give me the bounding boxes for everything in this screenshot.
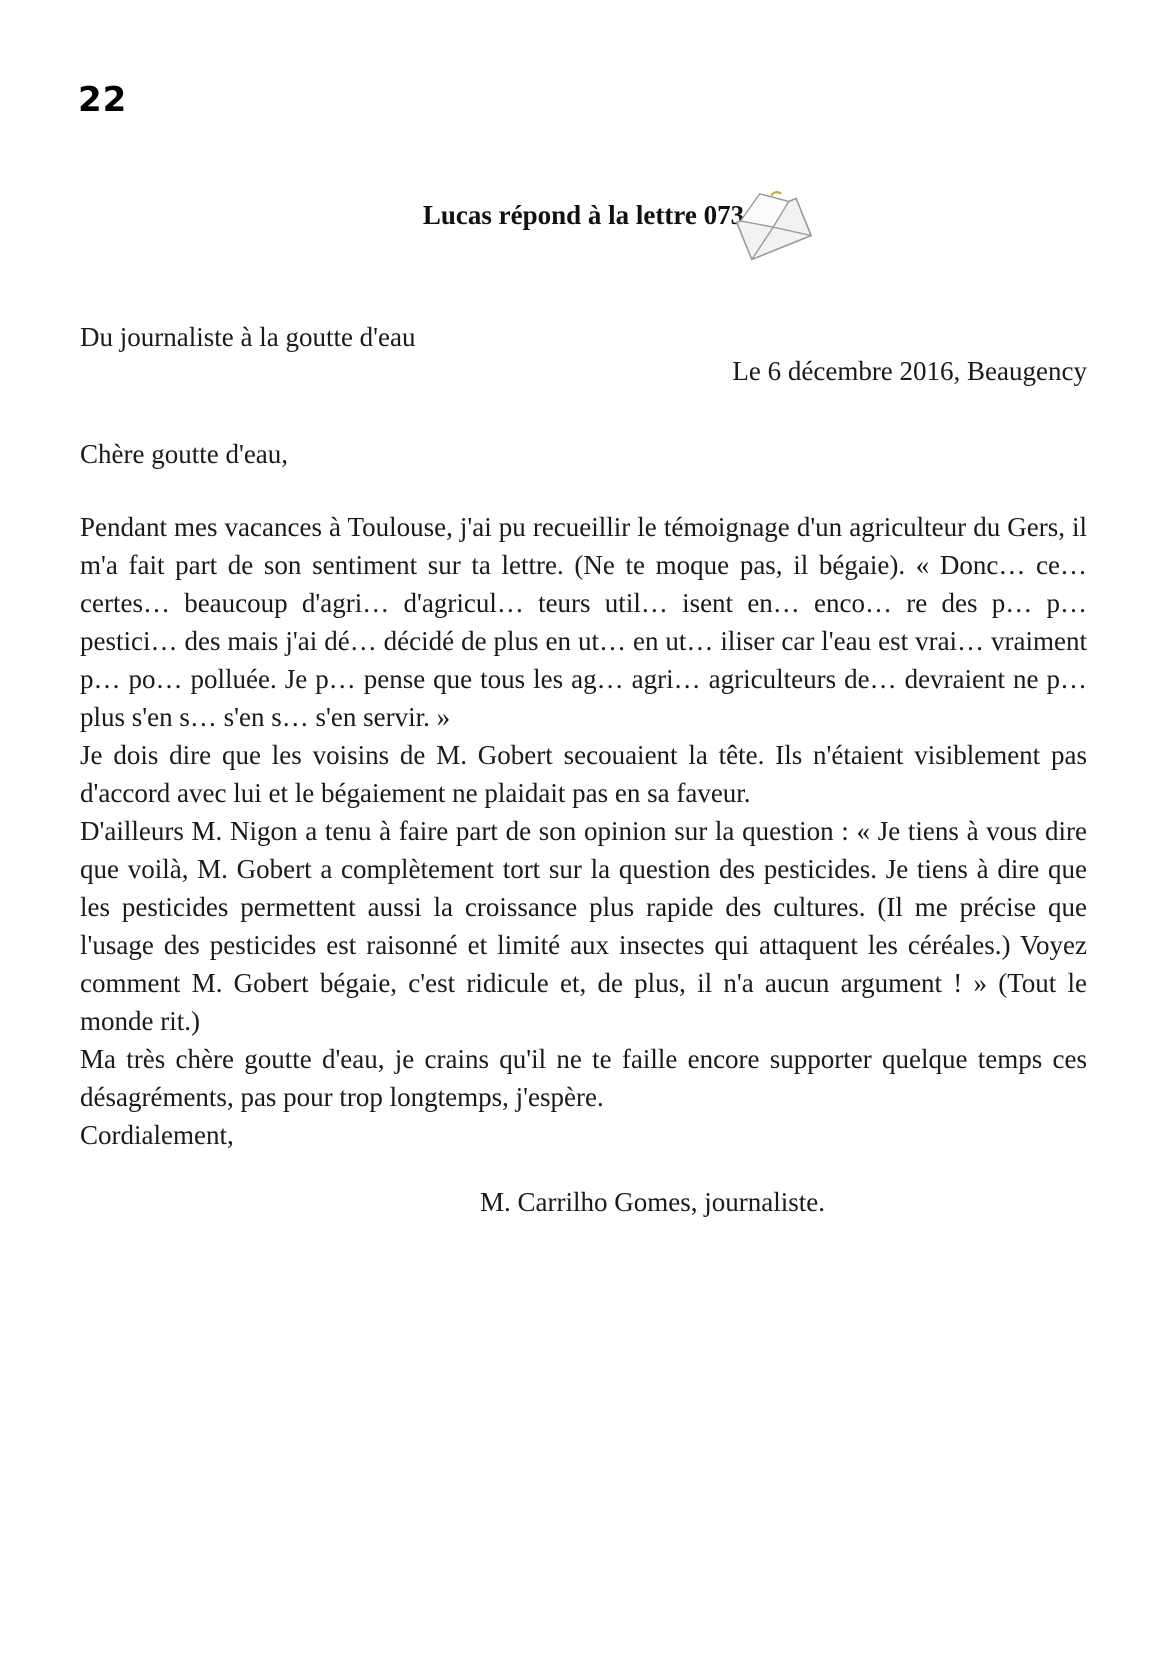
letter-title: Lucas répond à la lettre 073: [422, 200, 745, 230]
body-paragraph: Ma très chère goutte d'eau, je crains qu'il ne te faille encore supporter quelque temps ces désagréments, pas pour trop longtemps, j'espère.: [80, 1044, 1087, 1112]
date-line: Le 6 décembre 2016, Beaugency: [732, 356, 1087, 386]
closing: Cordialement,: [80, 1120, 234, 1150]
signature: M. Carrilho Gomes, journaliste.: [480, 1187, 825, 1217]
envelope-icon: [731, 186, 821, 266]
letter-body: [80, 508, 1087, 1154]
page-number: 22: [78, 80, 128, 120]
body-paragraph: Pendant mes vacances à Toulouse, j'ai pu recueillir le témoignage d'un agriculteur du Gers, il m'a fait part de son sentiment sur ta lettre. (Ne te moque pas, il bégaie). « Donc… ce… certes… beaucoup d'agri… d'agricul… teurs util… isent en… enco… re des p… p… pestici… des mais j'ai dé… décidé de plus en ut… en ut… iliser car l'eau est vrai… vraiment p… po… polluée. Je p… pense que tous les ag… agri… agriculteurs de… devraient ne p… plus s'en s… s'en s… s'en servir. »: [80, 512, 1087, 732]
body-paragraph: Je dois dire que les voisins de M. Gobert secouaient la tête. Ils n'étaient visiblement pas d'accord avec lui et le bégaiement ne plaidait pas en sa faveur.: [80, 740, 1087, 808]
from-line: Du journaliste à la goutte d'eau: [80, 322, 416, 352]
body-paragraph: D'ailleurs M. Nigon a tenu à faire part de son opinion sur la question : « Je tiens à vous dire que voilà, M. Gobert a complètement tort sur la question des pesticides. Je tiens à dire que les pesticides permettent aussi la croissance plus rapide des cultures. (Il me précise que l'usage des pesticides est raisonné et limité aux insectes qui attaquent les céréales.) Voyez comment M. Gobert bégaie, c'est ridicule et, de plus, il n'a aucun argument ! » (Tout le monde rit.): [80, 816, 1087, 1036]
greeting: Chère goutte d'eau,: [80, 439, 289, 469]
